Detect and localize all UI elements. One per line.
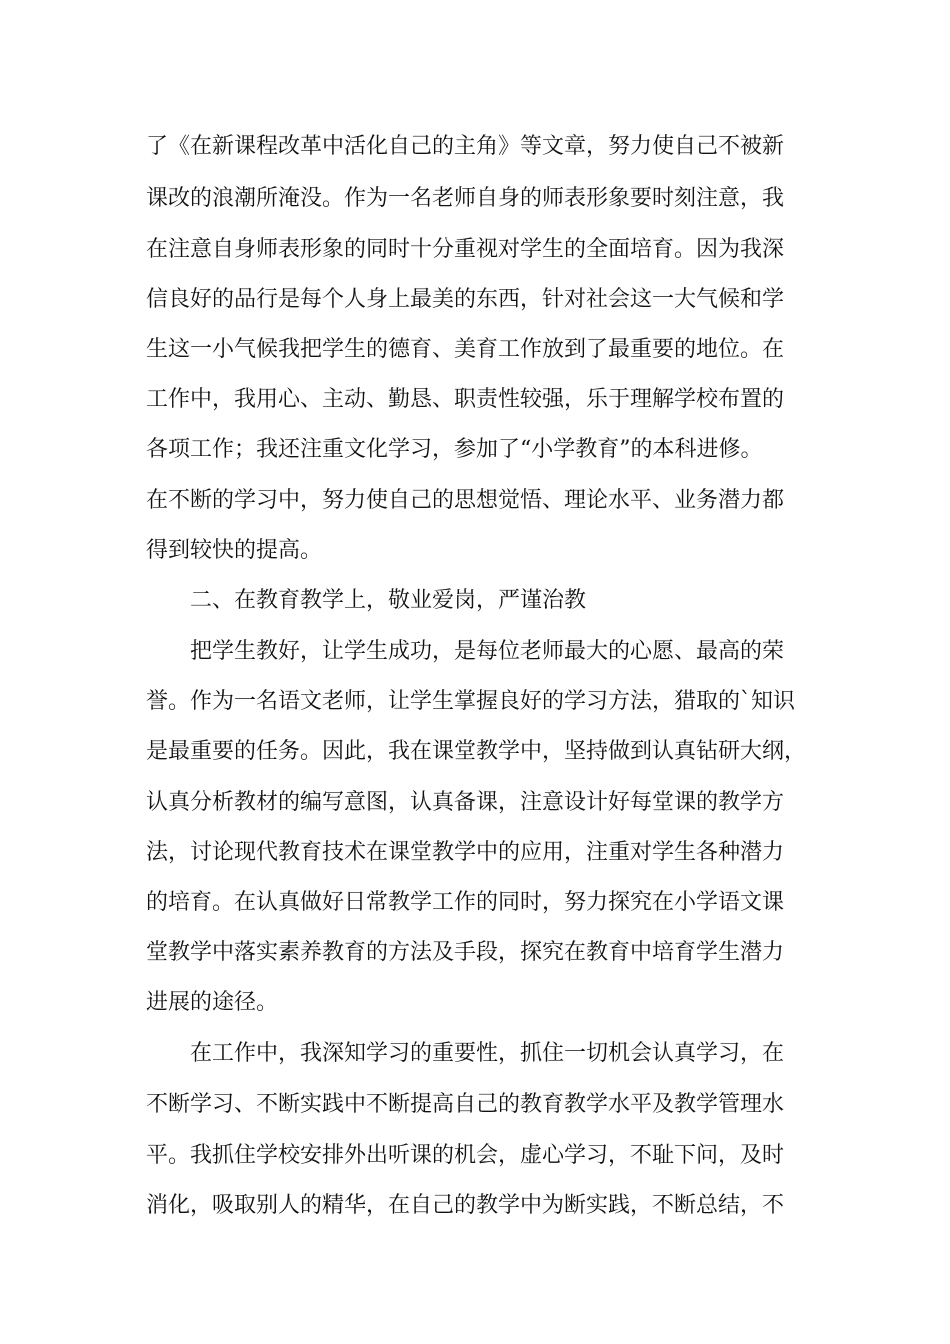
text-line: 的培育。在认真做好日常教学工作的同时，努力探究在小学语文课	[146, 890, 785, 915]
text-line: 在工作中，我深知学习的重要性，抓住一切机会认真学习，在	[190, 1041, 785, 1066]
text-line: 在不断的学习中，努力使自己的思想觉悟、理论水平、业务潜力都	[146, 488, 785, 513]
text-line: 进展的途径。	[146, 990, 279, 1015]
text-line: 各项工作；我还注重文化学习，参加了“小学教育”的本科进修。	[146, 437, 763, 462]
text-line: 平。我抓住学校安排外出听课的机会，虚心学习，不耻下问，及时	[146, 1143, 785, 1168]
text-line: 信良好的品行是每个人身上最美的东西，针对社会这一大气候和学	[146, 287, 785, 312]
text-line: 不断学习、不断实践中不断提高自己的教育教学水平及教学管理水	[146, 1092, 785, 1117]
text-line: 工作中，我用心、主动、勤恳、职责性较强，乐于理解学校布置的	[146, 387, 785, 412]
text-line: 得到较快的提高。	[146, 538, 323, 563]
text-line: 消化，吸取别人的精华，在自己的教学中为断实践，不断总结，不	[146, 1193, 785, 1218]
text-line: 誉。作为一名语文老师，让学生掌握良好的学习方法，猎取的`知识	[146, 689, 796, 714]
section-heading: 二、在教育教学上，敬业爱岗，严谨治教	[190, 588, 587, 613]
text-line: 生这一小气候我把学生的德育、美育工作放到了最重要的地位。在	[146, 337, 785, 362]
text-line: 是最重要的任务。因此，我在课堂教学中，坚持做到认真钻研大纲，	[146, 739, 807, 764]
text-line: 堂教学中落实素养教育的方法及手段，探究在教育中培育学生潜力	[146, 940, 785, 965]
text-line: 课改的浪潮所淹没。作为一名老师自身的师表形象要时刻注意，我	[146, 186, 785, 211]
text-line: 把学生教好，让学生成功，是每位老师最大的心愿、最高的荣	[190, 639, 785, 664]
text-line: 法，讨论现代教育技术在课堂教学中的应用，注重对学生各种潜力	[146, 840, 785, 865]
text-line: 在注意自身师表形象的同时十分重视对学生的全面培育。因为我深	[146, 237, 785, 262]
text-line: 了《在新课程改革中活化自己的主角》等文章，努力使自己不被新	[146, 134, 785, 159]
text-line: 认真分析教材的编写意图，认真备课，注意设计好每堂课的教学方	[146, 790, 785, 815]
